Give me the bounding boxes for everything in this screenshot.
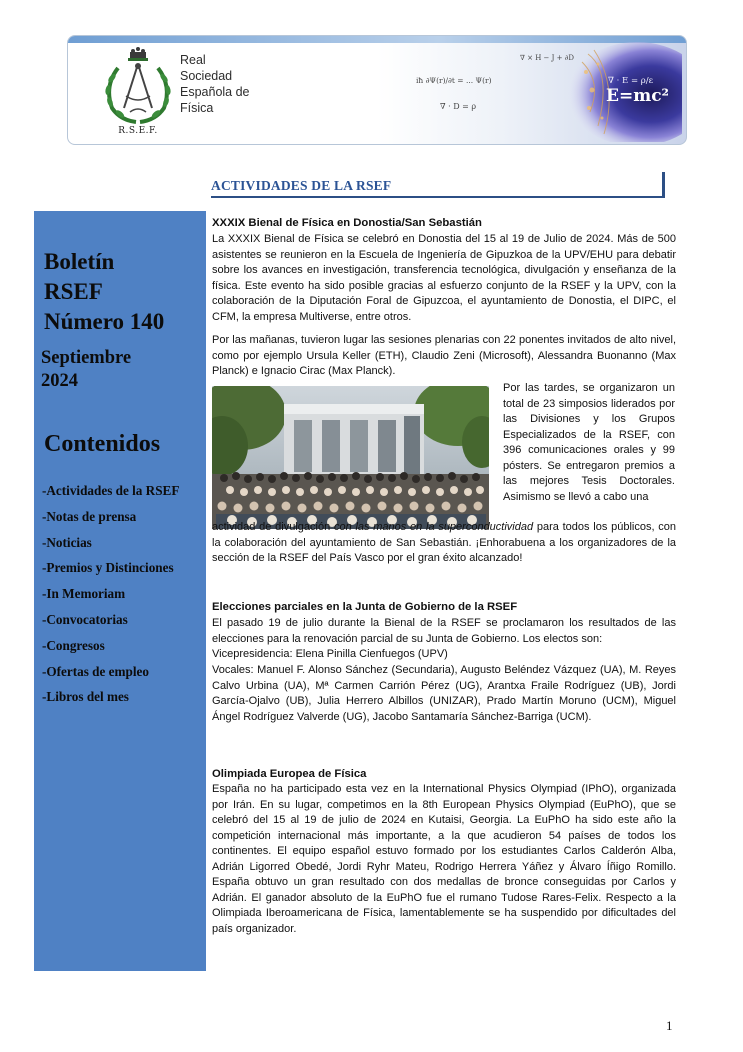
equations-artwork <box>392 42 682 140</box>
paragraph-text: actividad de divulgación <box>212 521 334 533</box>
article-paragraph <box>212 520 676 567</box>
section-rule-tick <box>662 172 665 198</box>
equation-text: E=mc² <box>606 86 669 106</box>
page-number: 1 <box>666 1018 673 1033</box>
bulletin-title <box>44 247 164 337</box>
group-photo-image-icon <box>212 386 489 529</box>
bulletin-title-line: RSEF <box>44 279 103 304</box>
toc-item[interactable]: -Libros del mes <box>42 689 129 705</box>
bulletin-date-line: Septiembre <box>41 348 132 368</box>
bulletin-title-line: Número 140 <box>44 309 165 334</box>
article-paragraph: Vicepresidencia: Elena Pinilla Cienfuegos (UPV) <box>212 648 448 660</box>
rsef-logo <box>90 46 186 144</box>
equation-text: iħ ∂Ψ(r)/∂t = ... Ψ(r) <box>416 76 492 85</box>
header-banner <box>67 35 687 145</box>
toc-item[interactable]: -Notas de prensa <box>42 508 137 524</box>
article-paragraph: El pasado 19 de julio durante la Bienal de la RSEF se proclamaron los resultados de las elecciones para la renovación parcial de su Junta de Gobierno. Los electos son: <box>212 617 676 645</box>
equation-text: ∇ · E = ρ/ε <box>608 76 654 86</box>
contents-heading: Contenidos <box>44 431 161 457</box>
section-heading <box>211 176 663 198</box>
society-name-line: Física <box>180 101 214 115</box>
toc-item[interactable]: -Noticias <box>42 534 92 550</box>
bulletin-date-line: 2024 <box>41 371 78 391</box>
society-name-line: Real <box>180 53 206 67</box>
article-paragraph: Vocales: Manuel F. Alonso Sánchez (Secundaria), Augusto Beléndez Vázquez (UA), M. Reyes Calvo Urbina (UA), Mª Carmen Carrión Pérez (UG), Arantxa Fraile Rodríguez (UB), Jordi García-Ojalvo (UB), Julia Herrero Albillos (UNIZAR), Prado Martín Moruno (UCM), Miguel Ángel Rodríguez Valverde (UG), Jacobo Santamaría Sánchez-Barriga (UCM). <box>212 664 676 723</box>
article-title-olimpiada: Olimpiada Europea de Física <box>212 768 367 780</box>
article-paragraph: España no ha participado esta vez en la International Physics Olympiad (IPhO), organizada por Irán. En su lugar, competimos en la 8th European Physics Olympiad (EuPhO), que se celebró del 15 al 19 de julio de 2024 en Kutaisi, Georgia. La EuPhO ha sido este año la competición internacional más importante, a la que acudieron 54 países de todos los continentes. El equipo español estuvo formado por los estudiantes Carlos Calderón Alba, Adrián Ligorred Obedé, Jordi Ryhr Mateu, Rodrigo Herrera Yáñez y Álvaro Íñigo Romillo. España obtuvo un gran resultado con dos medallas de bronce conseguidas por Carlos y Adrián. El ganador absoluto de la EuPhO fue el rumano Tudose Rares-Felix. Respecto a la Olimpiada Iberoamericana de Física, lamentablemente se ha suspendido por dificultades del país organizador. <box>212 783 676 935</box>
group-photo <box>212 386 489 529</box>
paragraph-text: para todos los públicos, con la colaboración del ayuntamiento de San Sebastián. ¡Enhorabuena a los organizadores de la sección de la RSEF del País Vasco por el gran éxito alcanzado! <box>212 521 677 564</box>
society-name <box>180 52 290 116</box>
rsef-emblem-icon <box>90 46 186 128</box>
toc-item[interactable]: -Congresos <box>42 637 105 653</box>
paragraph-italic-text: con las manos en la superconductividad <box>333 521 534 533</box>
bulletin-title-line: Boletín <box>44 249 115 274</box>
equation-text: ∇ × H − J + ∂D <box>520 54 574 62</box>
toc-item[interactable]: -Ofertas de empleo <box>42 663 149 679</box>
bulletin-date <box>41 347 131 393</box>
toc-item[interactable]: -In Memoriam <box>42 586 126 602</box>
toc-item[interactable]: -Premios y Distinciones <box>42 560 174 576</box>
sidebar <box>34 211 206 971</box>
toc-item[interactable]: -Actividades de la RSEF <box>42 483 180 498</box>
article-paragraph: Por las mañanas, tuvieron lugar las sesiones plenarias con 22 ponentes invitados de alto nivel, como por ejemplo Ursula Keller (ETH), Claudio Zeni (Microsoft), Alessandra Buonanno (Max Planck) e Ignacio Cirac (Max Planck). <box>212 334 676 377</box>
table-of-contents <box>42 478 179 710</box>
toc-item[interactable]: -Convocatorias <box>42 611 128 627</box>
article-title-bienal: XXXIX Bienal de Física en Donostia/San Sebastián <box>212 217 482 229</box>
logo-caption: R.S.E.F. <box>118 126 158 136</box>
article-title-elecciones: Elecciones parciales en la Junta de Gobierno de la RSEF <box>212 601 518 613</box>
article-paragraph: La XXXIX Bienal de Física se celebró en Donostia del 15 al 19 de Julio de 2024. Más de 500 asistentes se reunieron en la Escuela de Ingeniería de Gipuzkoa de la UPV/EHU para debatir sobre los avances en investigación, transferencia tecnológica, divulgación y enseñanza de la física. Este evento ha sido posible gracias al esfuerzo conjunto de la RSEF y la UPV, con la colaboración de la Diputación Foral de Gipuzcoa, el ayuntamiento de Donostia, el DIPC, el CFM, la empresa Multiverse, entre otros. <box>212 233 676 323</box>
section-title: ACTIVIDADES DE LA RSEF <box>211 178 392 193</box>
article-paragraph: Por las tardes, se organizaron un total de 23 simposios liderados por las Divisiones y los Grupos Especializados de la RSEF, con 396 comunicaciones orales y 99 pósters. Se entregaron premios a las mejores Tesis Doctorales. Asimismo se llevó a cabo una <box>503 382 675 503</box>
society-name-line: Española de <box>180 85 250 99</box>
society-name-line: Sociedad <box>180 69 233 83</box>
equation-text: ∇ · D = ρ <box>440 102 477 111</box>
